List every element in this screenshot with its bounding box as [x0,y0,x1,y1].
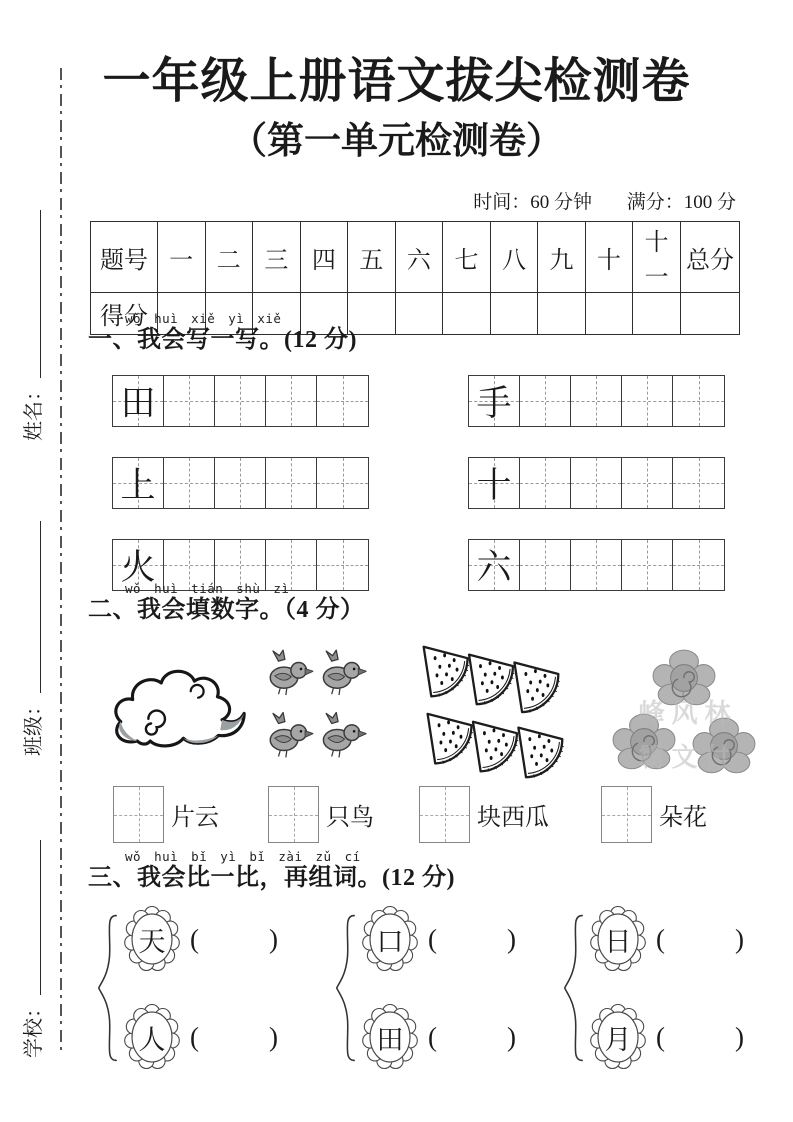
writing-grid-cell [622,458,673,508]
class-label: 班级： [23,696,45,756]
exam-meta [473,187,736,214]
name-label: 姓名： [23,381,45,441]
count-label: 朵花 [659,805,707,831]
compare-column [123,899,278,1077]
count-item-birds [268,786,374,843]
paren-close: ) [735,1021,744,1052]
flower-badge [589,1004,647,1070]
count-answer-row [88,786,768,848]
paren-close: ) [507,923,516,954]
writing-grid-cell [164,376,215,426]
writing-grid-cell [164,458,215,508]
number-answer-box [268,786,319,843]
writing-grid-cell [113,458,164,508]
compare-row [589,997,744,1077]
name-blank-line [40,210,41,378]
counting-pictures [0,640,793,790]
score-table-column-header: 五 [348,222,396,293]
paren-close: ) [507,1021,516,1052]
compare-row [361,899,516,979]
practice-character: 十 [476,466,512,505]
compare-character: 天 [138,926,166,957]
number-answer-box [113,786,164,843]
paren-open: ( [190,1021,199,1052]
section-three-heading [88,851,748,890]
score-table-column-header: 一 [158,222,206,293]
full-score: 满分：100 分 [626,192,736,213]
cloud-illustration [106,656,246,756]
watermark-text: 峰风林 霸文付 [638,699,738,773]
writing-grid-cell [622,376,673,426]
compare-row [361,997,516,1077]
curly-brace-icon [96,905,118,1071]
count-label: 块西瓜 [477,805,549,831]
section-three-pinyin: wǒ huì bǐ yì bǐ zài zǔ cí [125,849,361,864]
section-one-pinyin: wǒ huì xiě yì xiě [125,311,282,326]
student-school-field [14,840,46,1058]
section-two-pinyin: wǒ huì tián shù zì [125,581,290,596]
writing-grid-cell [317,376,368,426]
score-table-column-header: 八 [490,222,538,293]
writing-grid-cell [520,458,571,508]
writing-grid-cell [469,540,520,590]
paren-close: ) [269,923,278,954]
section-three-title: 三、我会比一比，再组词。(12 分) [88,864,455,891]
number-answer-box [601,786,652,843]
score-table-column-header: 十一 [633,222,681,293]
flower-badge [361,1004,419,1070]
compare-character: 月 [604,1024,632,1055]
watermelon-slices-illustration [416,642,568,782]
writing-grid-cell [571,376,622,426]
flower-badge [361,906,419,972]
compare-character: 人 [138,1024,166,1055]
writing-grid-cell [673,376,724,426]
roses-illustration-block [603,648,779,784]
writing-grid-cell [215,458,266,508]
flower-badge [123,906,181,972]
writing-grid-cell [215,376,266,426]
curly-brace-icon [334,905,356,1071]
practice-character: 手 [476,384,512,423]
practice-character: 六 [476,548,512,587]
score-table-row1-header: 题号 [91,222,158,293]
paren-close: ) [735,923,744,954]
writing-grid-cell [469,458,520,508]
practice-character: 火 [120,548,156,587]
curly-brace-icon [562,905,584,1071]
count-item-flowers [601,786,707,843]
paren-open: ( [428,923,437,954]
time-limit: 时间：60 分钟 [473,192,592,213]
paren-close: ) [269,1021,278,1052]
compare-group-3 [562,899,744,1077]
writing-grid [468,457,725,509]
student-name-field [14,210,46,441]
section-one-title: 一、我会写一写。(12 分) [88,326,357,353]
page-subtitle: （第一单元检测卷） [230,121,563,162]
writing-grid-cell [317,458,368,508]
birds-illustration [262,644,372,770]
compare-column [589,899,744,1077]
count-label: 片云 [171,805,219,831]
paren-open: ( [656,923,665,954]
section-one-heading [88,313,748,352]
paren-open: ( [428,1021,437,1052]
score-table-column-header: 六 [395,222,443,293]
writing-grid-cell [113,540,164,590]
writing-grid [468,375,725,427]
compare-group-1 [96,899,278,1077]
writing-grid-cell [266,458,317,508]
school-label: 学校： [23,998,45,1058]
compare-group-2 [334,899,516,1077]
writing-grid [112,457,369,509]
writing-grid-cell [266,376,317,426]
section-two-title: 二、我会填数字。（4 分） [88,596,365,623]
compare-character: 日 [604,926,632,957]
practice-character: 田 [120,384,156,423]
score-table-column-header: 九 [538,222,586,293]
binding-dashed-line [60,68,62,1054]
score-table-column-header: 二 [205,222,253,293]
compare-row [123,997,278,1077]
score-table-header-row [91,222,740,293]
compare-column [361,899,516,1077]
writing-grid-cell [113,376,164,426]
count-item-watermelon [419,786,549,843]
section-two-heading [88,583,748,622]
score-table-column-header: 总分 [681,222,740,293]
writing-grid-cell [673,458,724,508]
number-answer-box [419,786,470,843]
score-table-column-header: 七 [443,222,491,293]
score-table-column-header: 三 [253,222,301,293]
paren-open: ( [190,923,199,954]
flower-badge [589,906,647,972]
compare-row [589,899,744,979]
writing-grid-cell [571,458,622,508]
paren-open: ( [656,1021,665,1052]
page-title: 一年级上册语文拔尖检测卷 [102,55,691,108]
compare-character: 田 [376,1024,404,1055]
score-table-column-header: 十 [585,222,633,293]
count-item-cloud [113,786,219,843]
compare-character: 口 [376,926,404,957]
flower-badge [123,1004,181,1070]
practice-character: 上 [120,466,156,505]
count-label: 只鸟 [326,805,374,831]
writing-grid-cell [469,376,520,426]
score-table-column-header: 四 [300,222,348,293]
writing-grid-cell [520,376,571,426]
writing-grid [112,375,369,427]
score-table-row2-header: 得分 [91,293,158,335]
school-blank-line [40,840,41,995]
compare-row [123,899,278,979]
